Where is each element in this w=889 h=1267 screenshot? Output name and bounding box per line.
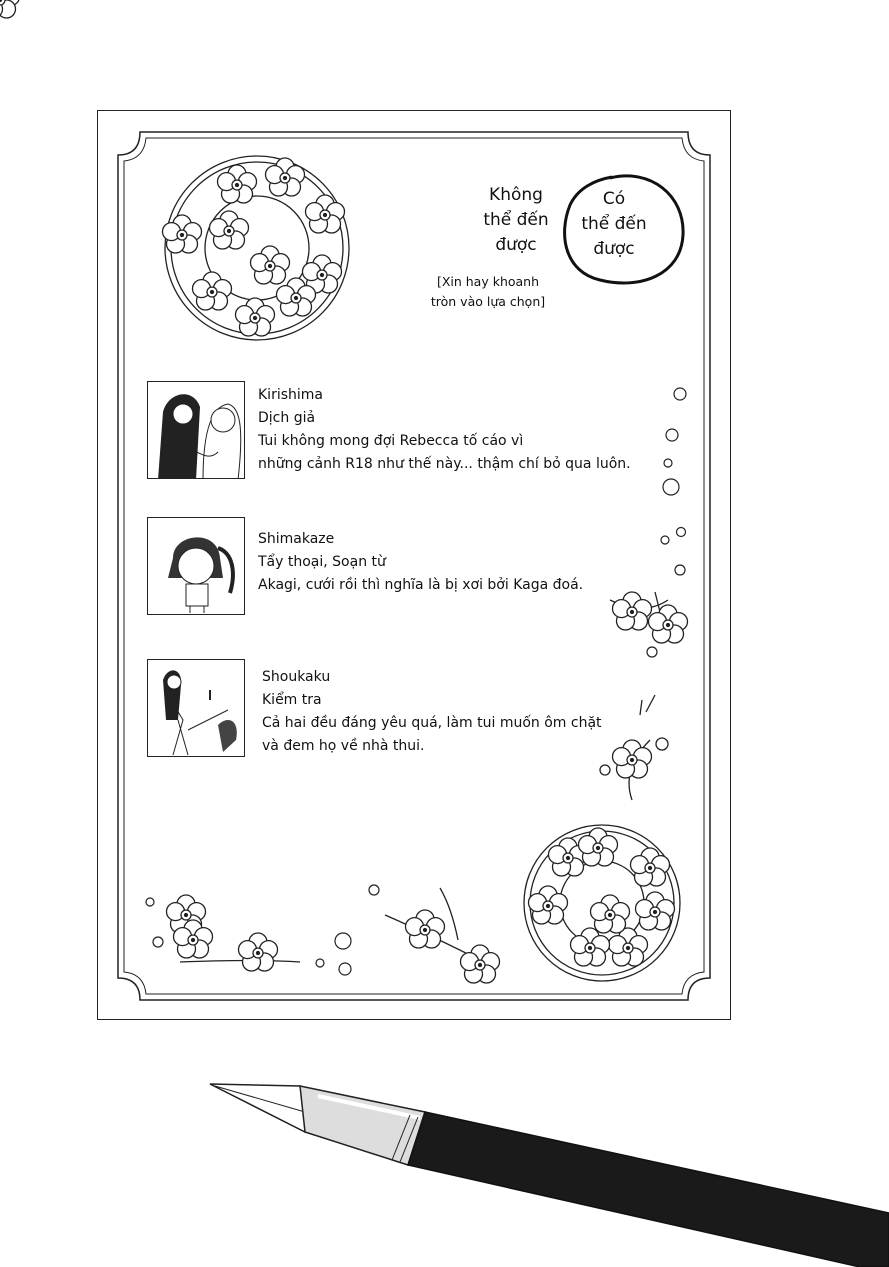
- instruction-line: [Xin hay khoanh: [436, 274, 540, 289]
- avatar: [147, 517, 245, 615]
- credit-entry: [258, 384, 631, 476]
- credit-name: Shoukaku: [262, 669, 331, 685]
- plum-branch-bottom: [167, 888, 500, 983]
- credit-name: Shimakaze: [258, 531, 335, 547]
- instruction-line: tròn vào lựa chọn]: [430, 294, 546, 309]
- credit-comment: Tui không mong đợi Rebecca tố cáo vì: [258, 433, 524, 449]
- credit-comment: Akagi, cưới rồi thì nghĩa là bị xơi bởi Kaga đoá.: [258, 577, 584, 593]
- option-can-attend[interactable]: [574, 187, 654, 262]
- option-cannot-line: thể đến: [483, 210, 549, 230]
- option-can-line: Có: [602, 189, 626, 209]
- fountain-pen-illustration: [210, 1084, 889, 1267]
- option-cannot-line: được: [495, 235, 537, 255]
- credit-role: Tẩy thoại, Soạn từ: [258, 554, 386, 570]
- credit-comment: những cảnh R18 như thế này... thậm chí bỏ qua luôn.: [258, 456, 631, 472]
- choice-instruction: [418, 272, 558, 312]
- credit-comment: và đem họ về nhà thui.: [262, 738, 425, 754]
- option-cannot-line: Không: [489, 185, 543, 205]
- credit-comment: Cả hai đều đáng yêu quá, làm tui muốn ôm chặt: [262, 715, 602, 731]
- option-cannot-attend[interactable]: [478, 183, 554, 258]
- flower-wreath-bottom-right: [524, 825, 680, 981]
- credit-name: Kirishima: [258, 387, 323, 403]
- option-can-line: được: [593, 239, 635, 259]
- credit-role: Kiểm tra: [262, 692, 322, 708]
- character-illustration: [148, 660, 245, 757]
- character-illustration: [148, 518, 245, 615]
- credit-entry: [258, 528, 628, 597]
- avatar: [147, 381, 245, 479]
- avatar: [147, 659, 245, 757]
- character-illustration: [148, 382, 245, 479]
- credit-role: Dịch giả: [258, 410, 316, 426]
- option-can-line: thể đến: [581, 214, 647, 234]
- credit-entry: [262, 666, 632, 758]
